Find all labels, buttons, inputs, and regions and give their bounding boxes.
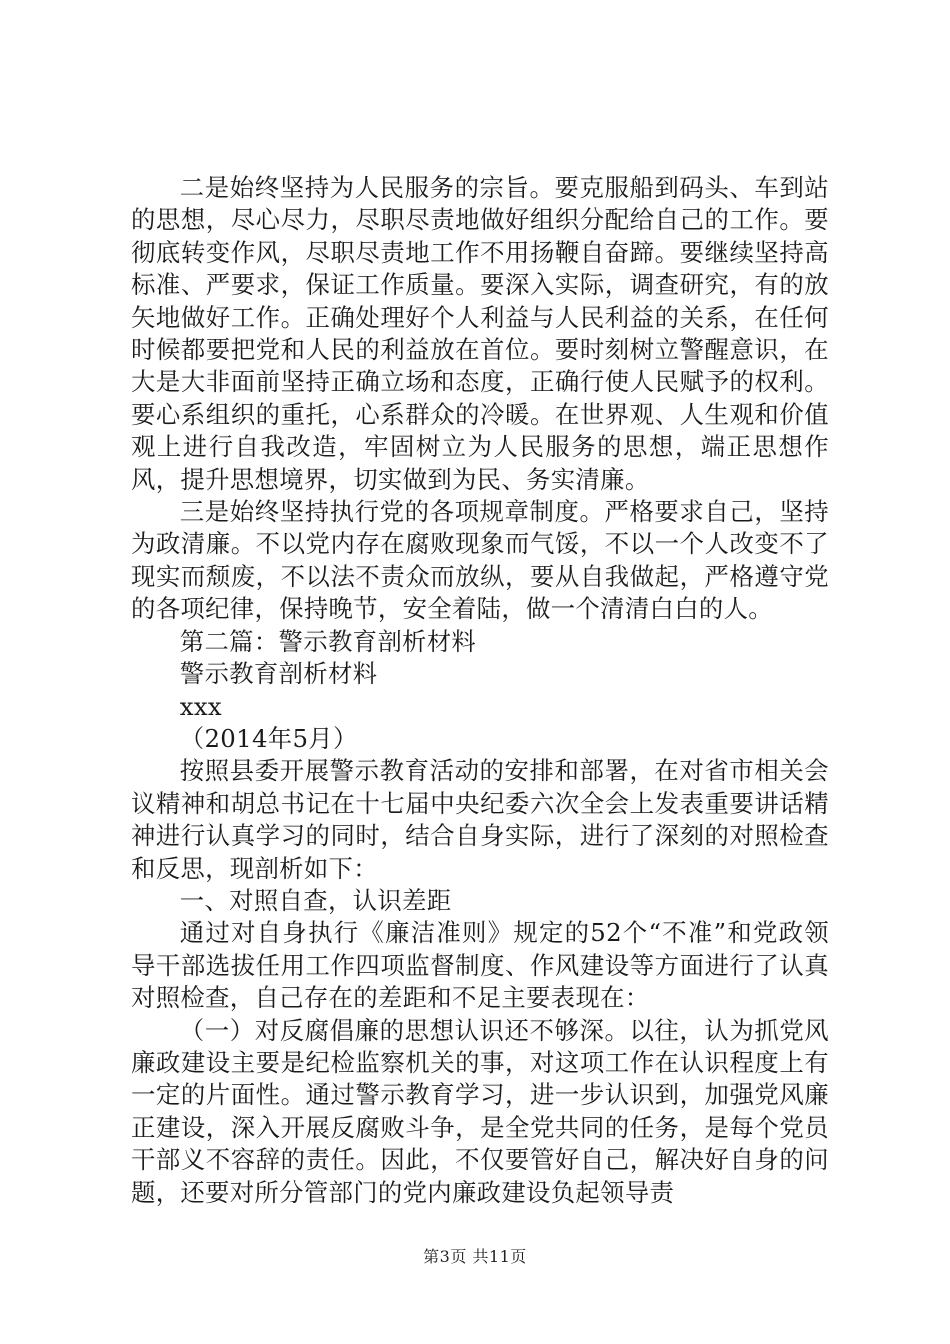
document-date: （2014年5月）	[179, 723, 358, 753]
author-name: xxx	[179, 691, 222, 721]
paragraph-service-purpose: 二是始终坚持为人民服务的宗旨。要克服船到码头、车到站的思想，尽心尽力，尽职尽责地做好组织分配给自己的工作。要彻底转变作风，尽职尽责地工作不用扬鞭自奋蹄。要继续坚持高标准、严要求，保证工作质量。要深入实际，调查研究，有的放矢地做好工作。正确处理好个人利益与人民利益的关系，在任何时候都要把党和人民的利益放在首位。要时刻树立警醒意识，在大是大非面前坚持正确立场和态度，正确行使人民赋予的权利。要心系组织的重托，心系群众的冷暖。在世界观、人生观和价值观上进行自我改造，牢固树立为人民服务的思想，端正思想作风，提升思想境界，切实做到为民、务实清廉。	[131, 173, 829, 494]
page-footer: 第3页 共11页	[423, 1247, 527, 1266]
paragraph-intro: 按照县委开展警示教育活动的安排和部署，在对省市相关会议精神和胡总书记在十七届中央纪委六次全会上发表重要讲话精神进行认真学习的同时，结合自身实际，进行了深刻的对照检查和反思，现剖析如下：	[131, 756, 829, 883]
paragraph-rules: 三是始终坚持执行党的各项规章制度。严格要求自己，坚持为政清廉。不以党内存在腐败现象而气馁，不以一个人改变不了现实而颓废，不以法不责众而放纵，要从自我做起，严格遵守党的各项纪律，保持晚节，安全着陆，做一个清清白白的人。	[131, 497, 829, 624]
document-body	[131, 172, 829, 1209]
document-title: 警示教育剖析材料	[179, 659, 378, 689]
paragraph-point-one: （一）对反腐倡廉的思想认识还不够深。以往，认为抓党风廉政建设主要是纪检监察机关的事，对这项工作在认识程度上有一定的片面性。通过警示教育学习，进一步认识到，加强党风廉正建设，深入开展反腐败斗争，是全党共同的任务，是每个党员干部义不容辞的责任。因此，不仅要管好自己，解决好自身的问题，还要对所分管部门的党内廉政建设负起领导责	[131, 1015, 829, 1207]
subheading-self-check: 一、对照自查，认识差距	[179, 885, 452, 915]
paragraph-self-check: 通过对自身执行《廉洁准则》规定的52个“不准”和党政领导干部选拔任用工作四项监督制度、作风建设等方面进行了认真对照检查，自己存在的差距和不足主要表现在：	[131, 918, 829, 1013]
section-title: 第二篇：警示教育剖析材料	[179, 626, 477, 656]
